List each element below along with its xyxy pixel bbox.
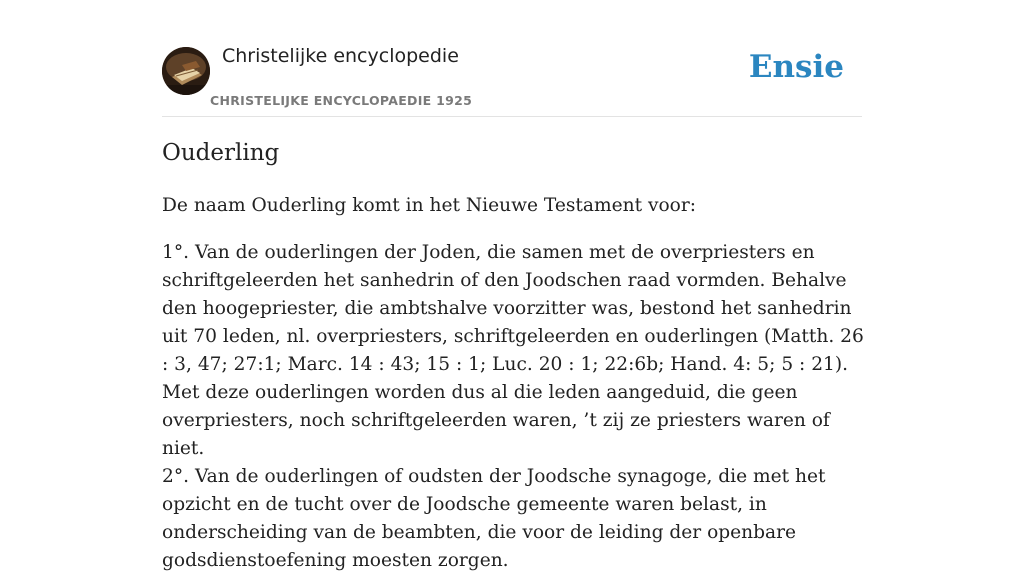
article-paragraph: 1°. Van de ouderlingen der Joden, die samen met de overpriesters en schriftgeleerden het sanhedrin of den Joodschen raad vormden. Behalve den hoogepriester, die ambtshalve voorzitter was, bestond het sanhedrin uit 70 leden, nl. overpriesters, schriftgeleerden en ouderlingen (Matth. 26 : 3, 47; 27:1; Marc. 14 : 43; 15 : 1; Luc. 20 : 1; 22:6b; Hand. 4: 5; 5 : 21). Met deze ouderlingen worden dus al die leden aangeduid, die geen overpriesters, noch schriftgeleerden waren, ’t zij ze priesters waren of niet.	[162, 242, 864, 459]
article-paragraph: 2°. Van de ouderlingen of oudsten der Joodsche synagoge, die met het opzicht en de tucht over de Joodsche gemeente waren belast, in onderscheiding van de beambten, die voor de leiding der openbare godsdienstoefening moesten zorgen.	[162, 466, 826, 571]
article-title: Ouderling	[162, 140, 280, 166]
site-header	[162, 0, 862, 117]
article-body	[162, 192, 868, 575]
article-intro: De naam Ouderling komt in het Nieuwe Testament voor:	[162, 195, 696, 216]
ensie-logo-link[interactable]: Ensie	[748, 49, 844, 85]
site-name[interactable]: Christelijke encyclopedie	[222, 45, 459, 67]
book-photo-icon[interactable]	[162, 47, 210, 95]
site-subtitle: CHRISTELIJKE ENCYCLOPAEDIE 1925	[210, 93, 473, 108]
page-container	[162, 0, 864, 571]
